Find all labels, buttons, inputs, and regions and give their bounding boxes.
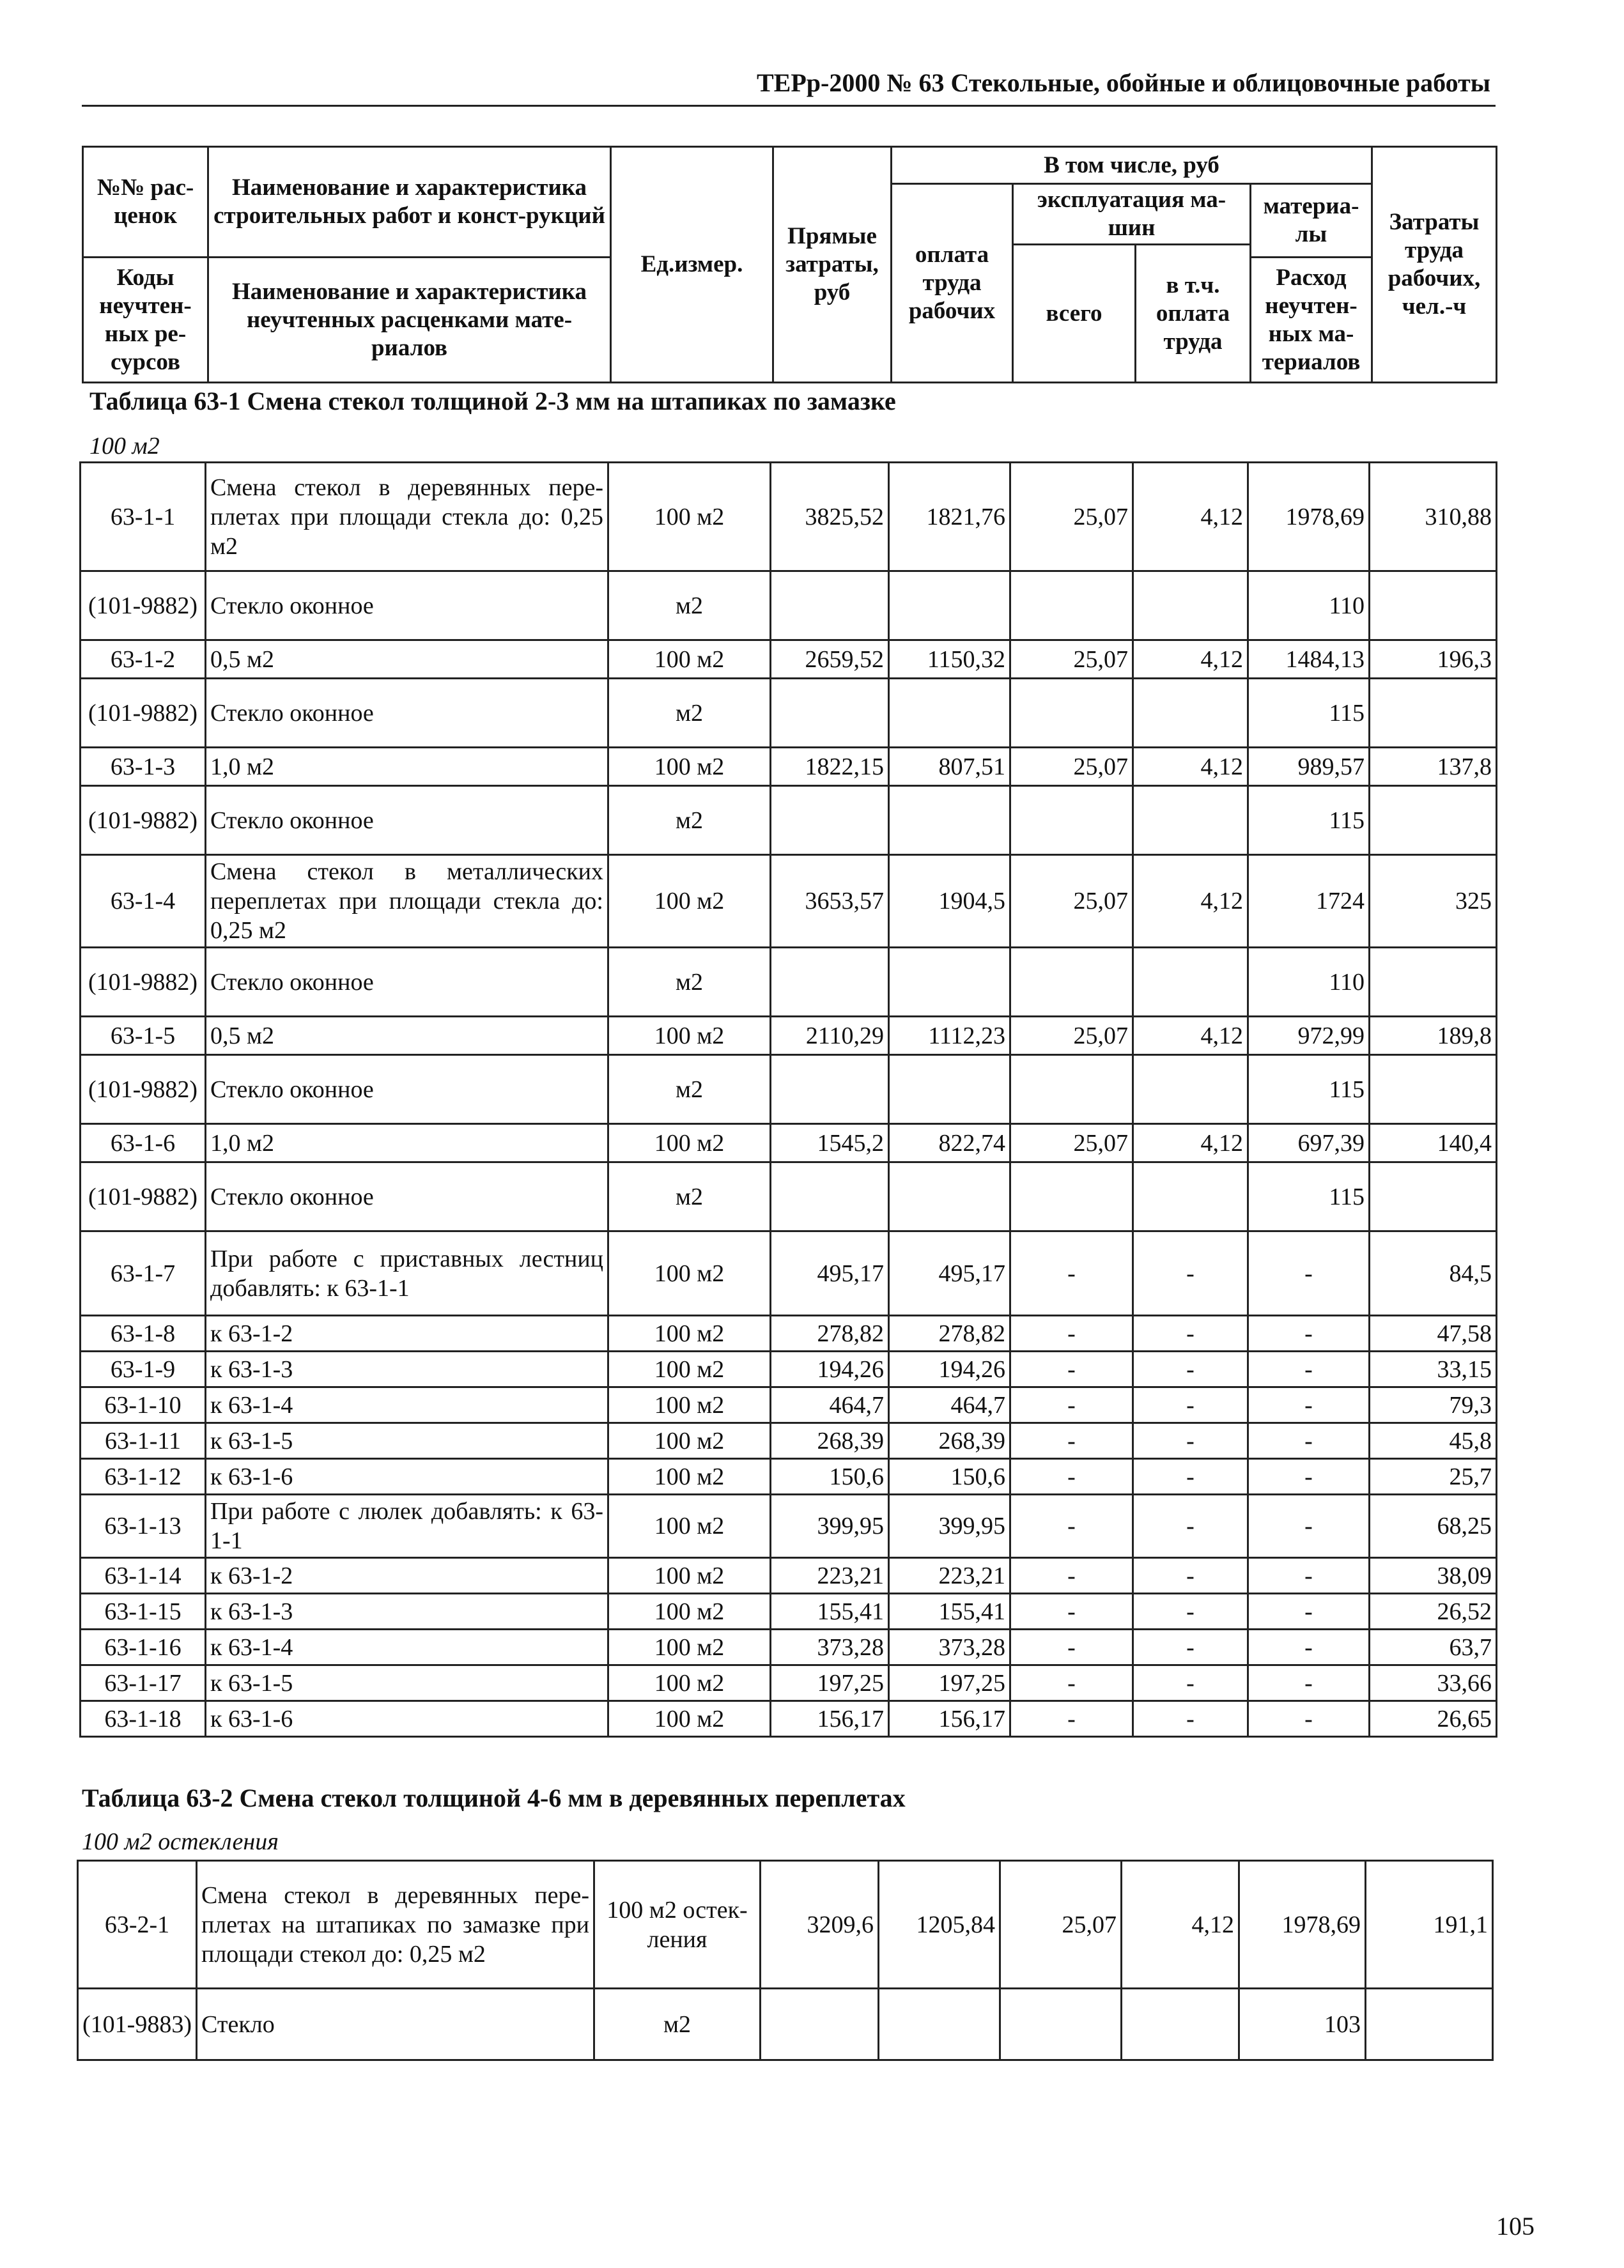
unit-cell: 100 м2 — [608, 1459, 771, 1495]
machines-wages: - — [1133, 1352, 1248, 1387]
resource-row — [81, 1162, 1497, 1231]
work-name: Стекло оконное — [206, 1162, 608, 1231]
rate-row — [81, 1701, 1497, 1737]
unit-cell: 100 м2 — [608, 1387, 771, 1423]
work-name: 0,5 м2 — [206, 640, 608, 679]
unit-cell: 100 м2 — [608, 1017, 771, 1055]
materials-cost: - — [1248, 1630, 1370, 1665]
direct-cost: 3209,6 — [761, 1861, 879, 1989]
unit-cell: м2 — [608, 1162, 771, 1231]
rate-row — [81, 1124, 1497, 1162]
wages-cost: 464,7 — [889, 1387, 1010, 1423]
wages-cost: 194,26 — [889, 1352, 1010, 1387]
direct-cost: 464,7 — [771, 1387, 889, 1423]
rate-row — [81, 748, 1497, 786]
rates-table-63-2 — [77, 1860, 1494, 2061]
work-name: 1,0 м2 — [206, 748, 608, 786]
machines-wages — [1133, 786, 1248, 855]
table2-caption: Таблица 63-2 Смена стекол толщиной 4-6 мм в деревянных переплетах — [82, 1784, 906, 1812]
direct-cost: 278,82 — [771, 1316, 889, 1352]
wages-cost: 1112,23 — [889, 1017, 1010, 1055]
rate-row — [81, 1316, 1497, 1352]
work-name: При работе с приставных лестниц добавлять: к 63-1-1 — [206, 1231, 608, 1316]
machines-wages — [1133, 1055, 1248, 1124]
labor-hours: 33,66 — [1370, 1665, 1497, 1701]
machines-total: 25,07 — [1010, 463, 1133, 571]
materials-cost: - — [1248, 1701, 1370, 1737]
unit-cell: м2 — [608, 1055, 771, 1124]
wages-cost: 1205,84 — [879, 1861, 1000, 1989]
machines-wages: - — [1133, 1459, 1248, 1495]
work-name: Стекло оконное — [206, 948, 608, 1017]
wages-cost: 822,74 — [889, 1124, 1010, 1162]
work-name: Смена стекол в деревянных пере-плетах на штапиках по замазке при площади стекол до: 0,25 м2 — [197, 1861, 594, 1989]
labor-hours: 45,8 — [1370, 1423, 1497, 1459]
materials-cost: 115 — [1248, 1055, 1370, 1124]
direct-cost: 1822,15 — [771, 748, 889, 786]
unit-cell: м2 — [594, 1989, 761, 2060]
page-header — [82, 64, 1496, 107]
materials-cost: - — [1248, 1594, 1370, 1630]
labor-hours: 47,58 — [1370, 1316, 1497, 1352]
wages-cost — [889, 786, 1010, 855]
machines-total: - — [1010, 1558, 1133, 1594]
rate-code: 63-2-1 — [78, 1861, 197, 1989]
rate-code: 63-1-5 — [81, 1017, 206, 1055]
work-name: к 63-1-5 — [206, 1423, 608, 1459]
materials-cost: 972,99 — [1248, 1017, 1370, 1055]
work-name: 0,5 м2 — [206, 1017, 608, 1055]
work-name: к 63-1-5 — [206, 1665, 608, 1701]
rate-code: 63-1-14 — [81, 1558, 206, 1594]
machines-total — [1010, 1162, 1133, 1231]
col-wages: оплата труда рабочих — [892, 184, 1013, 383]
machines-wages: 4,12 — [1133, 1124, 1248, 1162]
unit-cell: 100 м2 — [608, 1630, 771, 1665]
machines-total: 25,07 — [1010, 855, 1133, 948]
wages-cost: 197,25 — [889, 1665, 1010, 1701]
work-name: Стекло оконное — [206, 786, 608, 855]
labor-hours: 325 — [1370, 855, 1497, 948]
wages-cost: 155,41 — [889, 1594, 1010, 1630]
machines-wages — [1133, 948, 1248, 1017]
machines-total: - — [1010, 1231, 1133, 1316]
rate-code: 63-1-8 — [81, 1316, 206, 1352]
work-name: Смена стекол в металлических переплетах при площади стекла до: 0,25 м2 — [206, 855, 608, 948]
unit-cell: 100 м2 — [608, 1558, 771, 1594]
resource-row — [81, 948, 1497, 1017]
machines-wages: - — [1133, 1423, 1248, 1459]
machines-wages — [1133, 571, 1248, 640]
wages-cost: 278,82 — [889, 1316, 1010, 1352]
unit-cell: 100 м2 — [608, 463, 771, 571]
direct-cost: 194,26 — [771, 1352, 889, 1387]
machines-wages: - — [1133, 1665, 1248, 1701]
direct-cost: 3825,52 — [771, 463, 889, 571]
materials-cost: 1724 — [1248, 855, 1370, 948]
unit-cell: 100 м2 — [608, 1231, 771, 1316]
rate-code: 63-1-4 — [81, 855, 206, 948]
direct-cost — [771, 786, 889, 855]
machines-wages: - — [1133, 1701, 1248, 1737]
wages-cost: 399,95 — [889, 1495, 1010, 1558]
materials-cost: 115 — [1248, 1162, 1370, 1231]
rate-row — [81, 1558, 1497, 1594]
machines-wages: 4,12 — [1122, 1861, 1239, 1989]
work-name: Стекло оконное — [206, 1055, 608, 1124]
page-header-title: ТЕРр-2000 № 63 Стекольные, обойные и облицовочные работы — [756, 68, 1490, 97]
labor-hours — [1370, 948, 1497, 1017]
wages-cost — [879, 1989, 1000, 2060]
machines-wages — [1133, 1162, 1248, 1231]
work-name: к 63-1-2 — [206, 1558, 608, 1594]
machines-total: - — [1010, 1316, 1133, 1352]
col-machines: эксплуатация ма-шин — [1013, 184, 1251, 245]
machines-wages: - — [1133, 1387, 1248, 1423]
wages-cost: 150,6 — [889, 1459, 1010, 1495]
materials-cost: - — [1248, 1352, 1370, 1387]
direct-cost: 373,28 — [771, 1630, 889, 1665]
machines-wages: 4,12 — [1133, 1017, 1248, 1055]
work-name: При работе с люлек добавлять: к 63-1-1 — [206, 1495, 608, 1558]
direct-cost: 2659,52 — [771, 640, 889, 679]
direct-cost: 223,21 — [771, 1558, 889, 1594]
machines-total: 25,07 — [1010, 748, 1133, 786]
rate-row — [81, 1630, 1497, 1665]
machines-total: - — [1010, 1423, 1133, 1459]
rate-code: 63-1-13 — [81, 1495, 206, 1558]
rate-row — [81, 1352, 1497, 1387]
work-name: к 63-1-2 — [206, 1316, 608, 1352]
col-materials-top: материа-лы — [1251, 184, 1372, 258]
labor-hours: 26,52 — [1370, 1594, 1497, 1630]
unit-cell: 100 м2 — [608, 855, 771, 948]
rate-row — [81, 1231, 1497, 1316]
direct-cost: 155,41 — [771, 1594, 889, 1630]
rate-code: 63-1-15 — [81, 1594, 206, 1630]
machines-total: - — [1010, 1594, 1133, 1630]
rate-row — [81, 1665, 1497, 1701]
labor-hours: 26,65 — [1370, 1701, 1497, 1737]
unit-cell: м2 — [608, 948, 771, 1017]
materials-cost: 1484,13 — [1248, 640, 1370, 679]
labor-hours — [1366, 1989, 1493, 2060]
unit-cell: 100 м2 — [608, 1352, 771, 1387]
labor-hours: 310,88 — [1370, 463, 1497, 571]
machines-wages: - — [1133, 1630, 1248, 1665]
rate-code: 63-1-7 — [81, 1231, 206, 1316]
col-materials-bottom: Расход неучтен-ных ма-териалов — [1251, 258, 1372, 383]
rate-row — [81, 640, 1497, 679]
rate-row — [81, 1387, 1497, 1423]
direct-cost — [771, 571, 889, 640]
resource-row — [81, 786, 1497, 855]
machines-wages: - — [1133, 1495, 1248, 1558]
materials-cost: 110 — [1248, 948, 1370, 1017]
labor-hours — [1370, 1055, 1497, 1124]
materials-cost: 115 — [1248, 679, 1370, 748]
rate-code: (101-9882) — [81, 1162, 206, 1231]
materials-cost: - — [1248, 1387, 1370, 1423]
unit-cell: м2 — [608, 571, 771, 640]
labor-hours: 196,3 — [1370, 640, 1497, 679]
wages-cost — [889, 679, 1010, 748]
rate-code: (101-9882) — [81, 679, 206, 748]
rate-code: (101-9882) — [81, 948, 206, 1017]
wages-cost — [889, 1162, 1010, 1231]
direct-cost — [761, 1989, 879, 2060]
unit-cell: 100 м2 — [608, 640, 771, 679]
col-machines-total: всего — [1013, 245, 1136, 383]
machines-wages: 4,12 — [1133, 748, 1248, 786]
work-name: к 63-1-4 — [206, 1387, 608, 1423]
direct-cost: 495,17 — [771, 1231, 889, 1316]
labor-hours: 84,5 — [1370, 1231, 1497, 1316]
labor-hours: 140,4 — [1370, 1124, 1497, 1162]
direct-cost: 197,25 — [771, 1665, 889, 1701]
col-code-top: №№ рас-ценок — [83, 147, 208, 258]
rate-row — [81, 855, 1497, 948]
rate-code: 63-1-6 — [81, 1124, 206, 1162]
col-name-top: Наименование и характеристика строительных работ и конст-рукций — [208, 147, 611, 258]
unit-cell: 100 м2 — [608, 748, 771, 786]
rate-code: 63-1-11 — [81, 1423, 206, 1459]
materials-cost: 103 — [1239, 1989, 1366, 2060]
materials-cost: - — [1248, 1231, 1370, 1316]
direct-cost: 1545,2 — [771, 1124, 889, 1162]
rate-code: 63-1-3 — [81, 748, 206, 786]
rate-row — [81, 463, 1497, 571]
rate-code: 63-1-10 — [81, 1387, 206, 1423]
labor-hours: 38,09 — [1370, 1558, 1497, 1594]
materials-cost: - — [1248, 1558, 1370, 1594]
work-name: Стекло — [197, 1989, 594, 2060]
wages-cost: 268,39 — [889, 1423, 1010, 1459]
materials-cost: 115 — [1248, 786, 1370, 855]
wages-cost: 223,21 — [889, 1558, 1010, 1594]
direct-cost — [771, 1162, 889, 1231]
wages-cost — [889, 1055, 1010, 1124]
column-header-table — [82, 146, 1497, 383]
machines-wages: 4,12 — [1133, 463, 1248, 571]
machines-total: 25,07 — [1010, 1124, 1133, 1162]
rate-code: (101-9882) — [81, 786, 206, 855]
rate-code: 63-1-17 — [81, 1665, 206, 1701]
wages-cost — [889, 571, 1010, 640]
materials-cost: - — [1248, 1459, 1370, 1495]
rate-row — [81, 1594, 1497, 1630]
direct-cost — [771, 679, 889, 748]
work-name: 1,0 м2 — [206, 1124, 608, 1162]
machines-total: - — [1010, 1387, 1133, 1423]
machines-total: 25,07 — [1000, 1861, 1122, 1989]
work-name: к 63-1-6 — [206, 1701, 608, 1737]
direct-cost — [771, 948, 889, 1017]
wages-cost: 373,28 — [889, 1630, 1010, 1665]
resource-row — [78, 1989, 1493, 2060]
labor-hours: 191,1 — [1366, 1861, 1493, 1989]
materials-cost: - — [1248, 1495, 1370, 1558]
wages-cost: 156,17 — [889, 1701, 1010, 1737]
machines-total: 25,07 — [1010, 1017, 1133, 1055]
col-unit: Ед.измер. — [611, 147, 773, 383]
unit-cell: 100 м2 — [608, 1495, 771, 1558]
rate-code: 63-1-1 — [81, 463, 206, 571]
wages-cost — [889, 948, 1010, 1017]
machines-total: - — [1010, 1665, 1133, 1701]
labor-hours: 33,15 — [1370, 1352, 1497, 1387]
col-machines-wages: в т.ч. оплата труда — [1136, 245, 1251, 383]
wages-cost: 1904,5 — [889, 855, 1010, 948]
table2-unit: 100 м2 остекления — [82, 1828, 279, 1855]
work-name: к 63-1-3 — [206, 1352, 608, 1387]
machines-wages: 4,12 — [1133, 640, 1248, 679]
resource-row — [81, 571, 1497, 640]
col-code-bottom: Коды неучтен-ных ре-сурсов — [83, 258, 208, 383]
work-name: к 63-1-6 — [206, 1459, 608, 1495]
machines-wages: - — [1133, 1594, 1248, 1630]
resource-row — [81, 1055, 1497, 1124]
unit-cell: 100 м2 — [608, 1124, 771, 1162]
machines-wages: - — [1133, 1231, 1248, 1316]
labor-hours — [1370, 786, 1497, 855]
labor-hours: 63,7 — [1370, 1630, 1497, 1665]
machines-total: - — [1010, 1459, 1133, 1495]
direct-cost: 150,6 — [771, 1459, 889, 1495]
machines-total: - — [1010, 1495, 1133, 1558]
rate-row — [81, 1495, 1497, 1558]
col-incl: В том числе, руб — [892, 147, 1372, 184]
machines-total — [1010, 786, 1133, 855]
table1-unit: 100 м2 — [89, 433, 160, 459]
rate-row — [81, 1017, 1497, 1055]
unit-cell: 100 м2 остек-ления — [594, 1861, 761, 1989]
work-name: Смена стекол в деревянных пере-плетах при площади стекла до: 0,25 м2 — [206, 463, 608, 571]
machines-wages — [1122, 1989, 1239, 2060]
machines-total: - — [1010, 1352, 1133, 1387]
machines-total — [1010, 948, 1133, 1017]
labor-hours: 137,8 — [1370, 748, 1497, 786]
rate-code: 63-1-16 — [81, 1630, 206, 1665]
machines-total: 25,07 — [1010, 640, 1133, 679]
labor-hours — [1370, 1162, 1497, 1231]
materials-cost: - — [1248, 1423, 1370, 1459]
work-name: Стекло оконное — [206, 571, 608, 640]
materials-cost: 1978,69 — [1248, 463, 1370, 571]
work-name: Стекло оконное — [206, 679, 608, 748]
materials-cost: - — [1248, 1665, 1370, 1701]
direct-cost: 2110,29 — [771, 1017, 889, 1055]
machines-total — [1010, 1055, 1133, 1124]
rate-row — [81, 1459, 1497, 1495]
direct-cost: 156,17 — [771, 1701, 889, 1737]
direct-cost: 268,39 — [771, 1423, 889, 1459]
labor-hours: 79,3 — [1370, 1387, 1497, 1423]
labor-hours: 25,7 — [1370, 1459, 1497, 1495]
machines-total — [1000, 1989, 1122, 2060]
wages-cost: 495,17 — [889, 1231, 1010, 1316]
materials-cost: 989,57 — [1248, 748, 1370, 786]
wages-cost: 1150,32 — [889, 640, 1010, 679]
machines-total: - — [1010, 1630, 1133, 1665]
machines-wages: - — [1133, 1316, 1248, 1352]
direct-cost — [771, 1055, 889, 1124]
unit-cell: 100 м2 — [608, 1665, 771, 1701]
table1-caption: Таблица 63-1 Смена стекол толщиной 2-3 мм на штапиках по замазке — [89, 387, 896, 415]
direct-cost: 3653,57 — [771, 855, 889, 948]
unit-cell: 100 м2 — [608, 1594, 771, 1630]
unit-cell: м2 — [608, 679, 771, 748]
unit-cell: 100 м2 — [608, 1701, 771, 1737]
materials-cost: 697,39 — [1248, 1124, 1370, 1162]
direct-cost: 399,95 — [771, 1495, 889, 1558]
unit-cell: м2 — [608, 786, 771, 855]
rate-code: (101-9882) — [81, 1055, 206, 1124]
resource-row — [81, 679, 1497, 748]
work-name: к 63-1-4 — [206, 1630, 608, 1665]
machines-total: - — [1010, 1701, 1133, 1737]
col-labor: Затраты труда рабочих, чел.-ч — [1372, 147, 1497, 383]
machines-total — [1010, 571, 1133, 640]
work-name: к 63-1-3 — [206, 1594, 608, 1630]
unit-cell: 100 м2 — [608, 1316, 771, 1352]
rates-table-63-1 — [79, 461, 1497, 1738]
materials-cost: 1978,69 — [1239, 1861, 1366, 1989]
rate-code: (101-9882) — [81, 571, 206, 640]
rate-code: 63-1-2 — [81, 640, 206, 679]
rate-row — [78, 1861, 1493, 1989]
materials-cost: - — [1248, 1316, 1370, 1352]
machines-total — [1010, 679, 1133, 748]
rate-code: (101-9883) — [78, 1989, 197, 2060]
wages-cost: 1821,76 — [889, 463, 1010, 571]
col-name-bottom: Наименование и характеристика неучтенных расценками мате-риалов — [208, 258, 611, 383]
page-number: 105 — [1496, 2212, 1535, 2241]
labor-hours: 68,25 — [1370, 1495, 1497, 1558]
rate-code: 63-1-18 — [81, 1701, 206, 1737]
rate-code: 63-1-9 — [81, 1352, 206, 1387]
rate-code: 63-1-12 — [81, 1459, 206, 1495]
machines-wages: 4,12 — [1133, 855, 1248, 948]
materials-cost: 110 — [1248, 571, 1370, 640]
labor-hours — [1370, 571, 1497, 640]
labor-hours: 189,8 — [1370, 1017, 1497, 1055]
unit-cell: 100 м2 — [608, 1423, 771, 1459]
machines-wages — [1133, 679, 1248, 748]
labor-hours — [1370, 679, 1497, 748]
rate-row — [81, 1423, 1497, 1459]
wages-cost: 807,51 — [889, 748, 1010, 786]
machines-wages: - — [1133, 1558, 1248, 1594]
col-direct: Прямые затраты, руб — [773, 147, 892, 383]
